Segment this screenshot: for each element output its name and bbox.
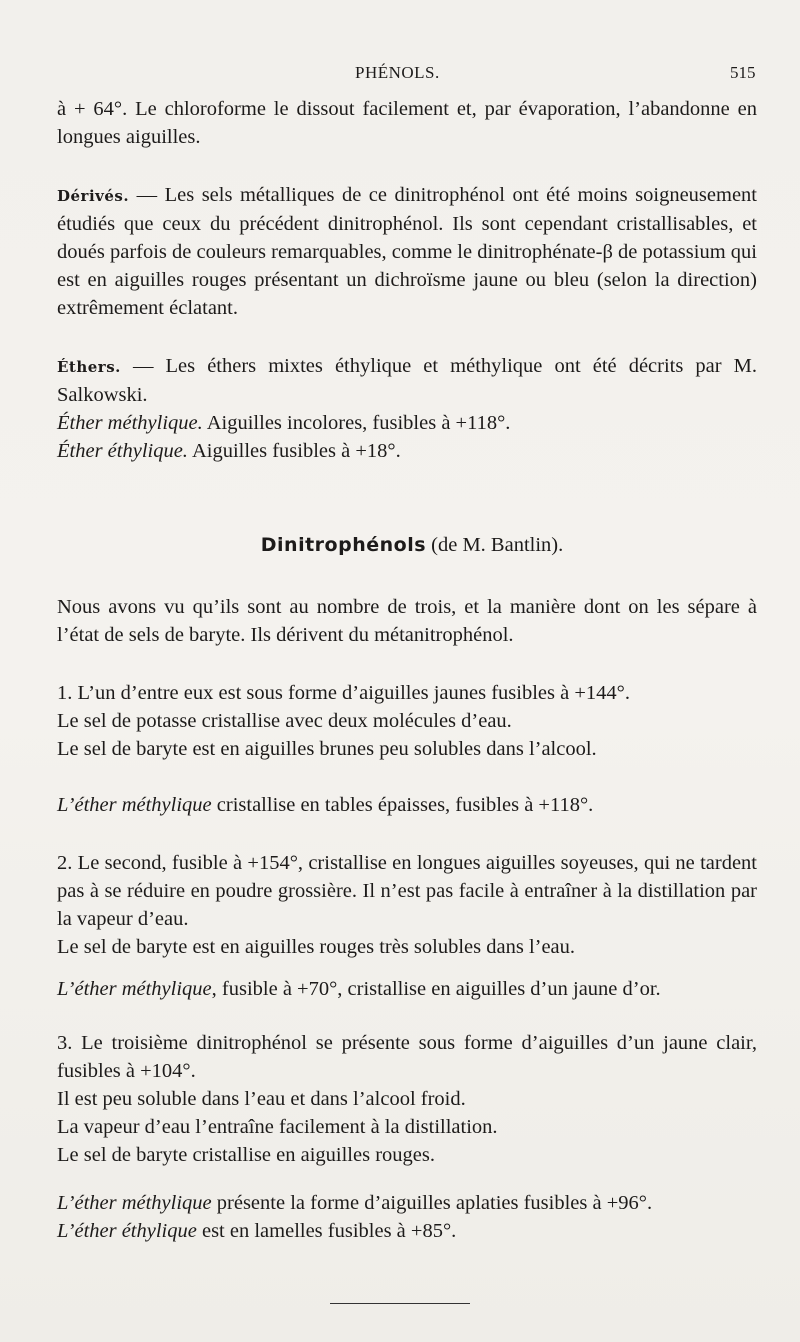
derives-heading: Dérivés. <box>57 187 130 205</box>
section-heading <box>67 531 757 559</box>
item3-line-a: 3. Le troisième dinitrophénol se présente sous forme d’aiguilles d’un jaune clair, fusibles à +104°. <box>57 1032 757 1082</box>
ethers-text: — Les éthers mixtes éthylique et méthylique ont été décrits par M. Salkowski. <box>57 355 758 406</box>
running-head-title: PHÉNOLS. <box>355 63 440 82</box>
ether-methylique-label: Éther méthylique. <box>57 412 203 434</box>
item1-line-c: Le sel de baryte est en aiguilles brunes peu solubles dans l’alcool. <box>57 738 597 760</box>
item2-line-b: Le sel de baryte est en aiguilles rouges très solubles dans l’eau. <box>57 936 576 958</box>
footer-rule <box>330 1303 470 1304</box>
running-head <box>0 60 800 86</box>
paragraph-intro: Nous avons vu qu’ils sont au nombre de trois, et la manière dont on les sépare à l’état de sels de baryte. Ils dérivent du métanitrophénol. <box>57 596 757 646</box>
item1-ether-label: L’éther méthylique <box>57 794 212 816</box>
item2-ether-text: , fusible à +70°, cristallise en aiguilles d’un jaune d’or. <box>211 978 661 1000</box>
derives-text: — Les sels métalliques de ce dinitrophénol ont été moins soigneusement étudiés que ceux du précédent dinitrophénol. Ils sont cependant cristallisables, et doués parfois de couleurs remarquables, comme le dinitrophénate-β de potassium qui est en aiguilles rouges présentant un dichroïsme jaune ou bleu (selon la direction) extrêmement éclatant. <box>57 184 757 319</box>
page-body <box>57 95 757 1245</box>
paragraph-continuation: à + 64°. Le chloroforme le dissout facilement et, par évaporation, l’abandonne en longues aiguilles. <box>57 98 757 148</box>
item1-line-a: 1. L’un d’entre eux est sous forme d’aiguilles jaunes fusibles à +144°. <box>57 682 630 704</box>
ether-methylique-text: Aiguilles incolores, fusibles à +118°. <box>206 412 511 434</box>
item3-ether-meth-label: L’éther méthylique <box>57 1192 212 1214</box>
ether-ethylique-text: Aiguilles fusibles à +18°. <box>191 440 401 462</box>
ether-ethylique-label: Éther éthylique. <box>57 440 188 462</box>
item3-ether-meth-text: présente la forme d’aiguilles aplaties fusibles à +96°. <box>211 1192 653 1214</box>
item2-line-a: 2. Le second, fusible à +154°, cristallise en longues aiguilles soyeuses, qui ne tardent pas à se réduire en poudre grossière. Il n’est pas facile à entraîner à la distillation par la vapeur d’eau. <box>57 852 757 930</box>
item3-line-c: La vapeur d’eau l’entraîne facilement à la distillation. <box>57 1116 498 1138</box>
item3-ether-eth-label: L’éther éthylique <box>57 1220 197 1242</box>
item1-ether-line <box>57 791 757 819</box>
item3-line-d: Le sel de baryte cristallise en aiguilles rouges. <box>57 1144 435 1166</box>
ethers-heading: Éthers. <box>57 358 121 376</box>
item3-ether-eth-line <box>57 1217 757 1245</box>
item2-ether-label: L’éther méthylique <box>57 978 212 1000</box>
paragraph-ethers <box>57 352 757 409</box>
item3-ether-meth-line <box>57 1189 757 1217</box>
item3-ether-eth-text: est en lamelles fusibles à +85°. <box>196 1220 457 1242</box>
item2-ether-line <box>57 975 757 1003</box>
item1-ether-text: cristallise en tables épaisses, fusibles à +118°. <box>211 794 594 816</box>
ether-ethylique-line <box>57 437 757 465</box>
item1-line-b: Le sel de potasse cristallise avec deux molécules d’eau. <box>57 710 512 732</box>
page-number: 515 <box>730 63 756 82</box>
item3-line-b: Il est peu soluble dans l’eau et dans l’alcool froid. <box>57 1088 466 1110</box>
ether-methylique-line <box>57 409 757 437</box>
section-author: (de M. Bantlin). <box>431 534 564 556</box>
section-title: Dinitrophénols <box>260 534 427 556</box>
paragraph-derives <box>57 181 757 322</box>
